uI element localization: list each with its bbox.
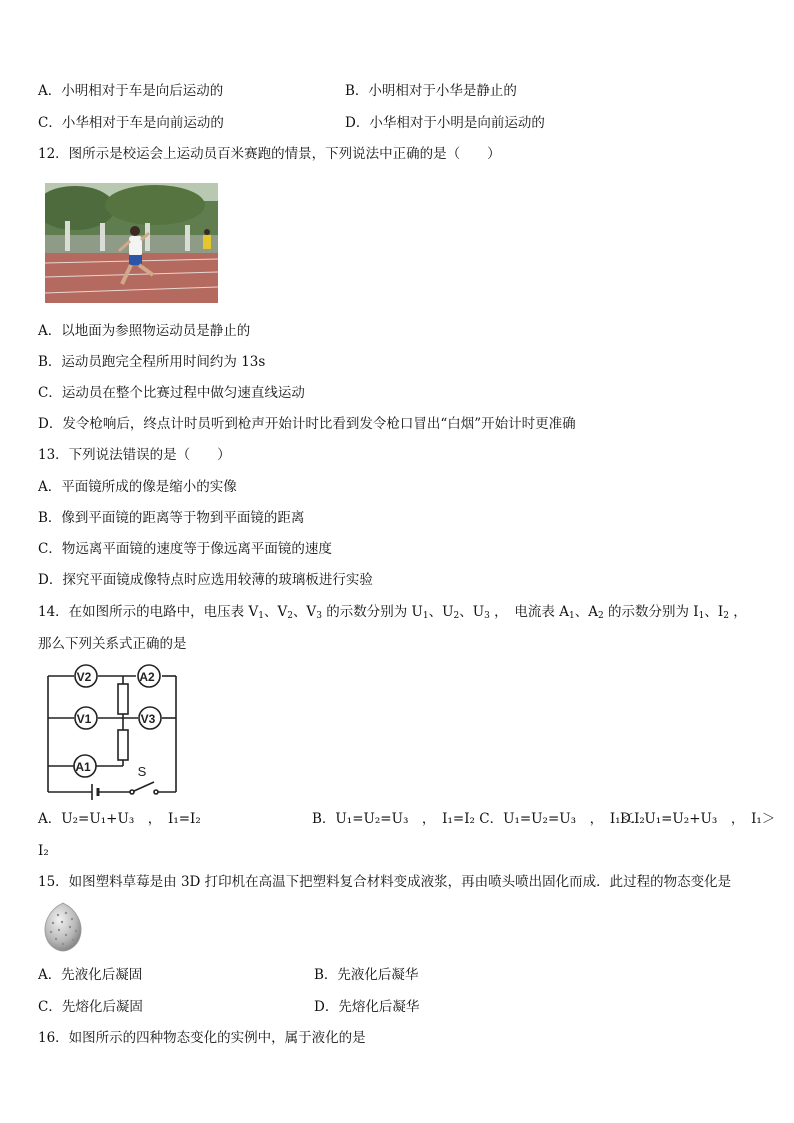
meter-label-a2: A2 <box>139 670 155 684</box>
q11-option-d: D．小华相对于小明是向前运动的 <box>345 115 545 131</box>
meter-label-a1: A1 <box>75 760 91 774</box>
q15-stem: 15．如图塑料草莓是由 3D 打印机在高温下把塑料复合材料变成液浆，再由喷头喷出固化而成．此过程的物态变化是 <box>38 874 732 890</box>
circuit-diagram <box>38 662 184 802</box>
q13-option-b: B．像到平面镜的距离等于物到平面镜的距离 <box>38 510 305 526</box>
q14-stem: 14．在如图所示的电路中，电压表 $V_1$、$V_2$、$V_3$ 的示数分别为 $U_1$、$U_2$、$U_3$ ， 电流表 $A_1$、$A_2$ 的示数分别为 $I_1$、$I_2$ ， <box>38 604 747 621</box>
q16-stem: 16．如图所示的四种物态变化的实例中，属于液化的是 <box>38 1030 366 1046</box>
q14-option-d-tail: I₂ <box>38 843 49 859</box>
q15-option-c: C．先熔化后凝固 <box>38 999 143 1015</box>
q11-option-c: C．小华相对于车是向前运动的 <box>38 115 224 131</box>
meter-label-v2: V2 <box>76 670 92 684</box>
q12-option-d: D．发令枪响后，终点计时员听到枪声开始计时比看到发令枪口冒出“白烟”开始计时更准确 <box>38 416 576 432</box>
q12-option-b: B．运动员跑完全程所用时间约为 13s <box>38 354 266 370</box>
q13-stem: 13．下列说法错误的是（ ） <box>38 447 231 463</box>
q11-option-b: B．小明相对于小华是静止的 <box>345 83 517 99</box>
q14-stem-line2: 那么下列关系式正确的是 <box>38 636 187 652</box>
q13-option-c: C．物远离平面镜的速度等于像远离平面镜的速度 <box>38 541 332 557</box>
q12-stem: 12．图所示是校运会上运动员百米赛跑的情景，下列说法中正确的是（ ） <box>38 146 501 162</box>
q13-option-a: A．平面镜所成的像是缩小的实像 <box>38 479 237 495</box>
q13-option-d: D．探究平面镜成像特点时应选用较薄的玻璃板进行实验 <box>38 572 373 588</box>
plastic-strawberry-image <box>38 899 88 955</box>
q14-option-a: A．U₂=U₁+U₃ ， I₁=I₂ <box>38 811 201 827</box>
q12-option-c: C．运动员在整个比赛过程中做匀速直线运动 <box>38 385 305 401</box>
q14-option-d: D．U₁=U₂+U₃ ， I₁＞ <box>620 811 776 827</box>
q15-option-b: B．先液化后凝华 <box>314 967 419 983</box>
q15-option-a: A．先液化后凝固 <box>38 967 143 983</box>
q15-option-d: D．先熔化后凝华 <box>314 999 420 1015</box>
meter-label-v3: V3 <box>140 712 156 726</box>
meter-label-v1: V1 <box>76 712 92 726</box>
switch-label: S <box>137 764 147 779</box>
sprint-race-photo <box>45 183 218 303</box>
q11-option-a: A．小明相对于车是向后运动的 <box>38 83 224 99</box>
q14-option-bc: B．U₁=U₂=U₃ ， I₁=I₂ C．U₁=U₂=U₃ ， I₁＜I₂ <box>312 811 645 827</box>
q12-option-a: A．以地面为参照物运动员是静止的 <box>38 323 251 339</box>
